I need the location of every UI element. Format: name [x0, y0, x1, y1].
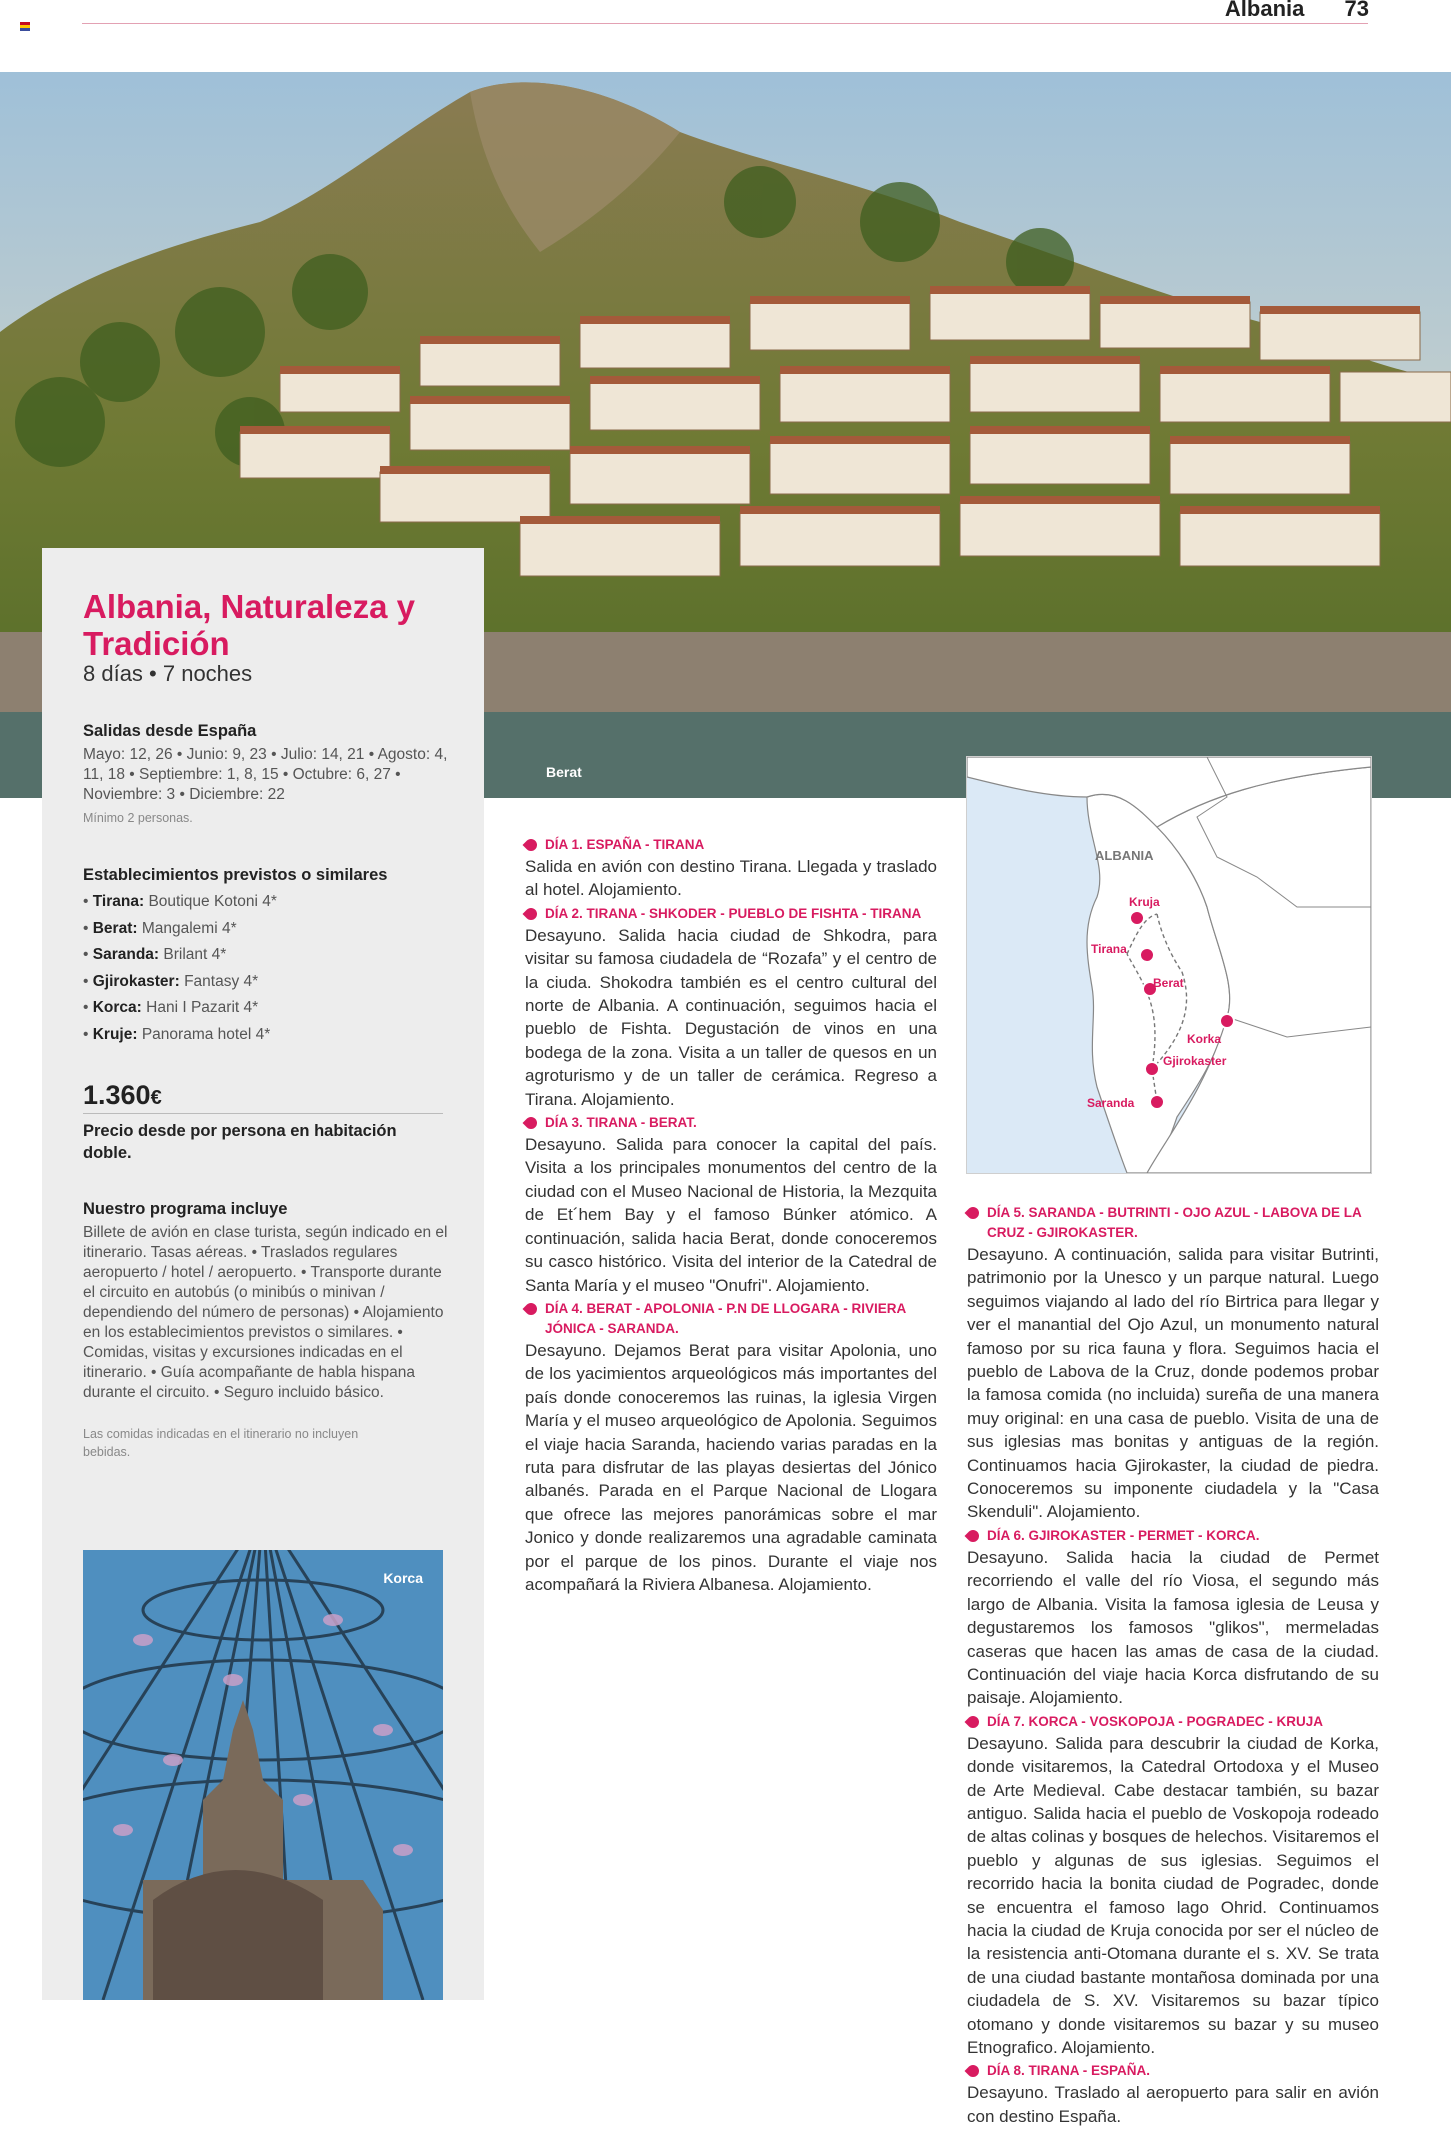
day-title: DÍA 7. KORCA - VOSKOPOJA - POGRADEC - KRUJA [987, 1713, 1324, 1729]
tour-title: Albania, Naturaleza y Tradición [83, 588, 415, 662]
map-city-label: Gjirokaster [1163, 1054, 1227, 1068]
itinerary-column-1 [525, 835, 937, 1598]
departures-section [83, 722, 453, 827]
price-description: Precio desde por persona en habitación doble. [83, 1122, 397, 1162]
meals-note: Las comidas indicadas en el itinerario no incluyen bebidas. [83, 1427, 359, 1459]
day-title: DÍA 6. GJIROKASTER - PERMET - KORCA. [987, 1527, 1260, 1543]
day-text: Desayuno. Salida para conocer la capital del país. Visita a los principales monumentos del centro de la ciudad con el Museo Nacional de Historia, la Mezquita de Et´hem Bay y el famoso Búnker atómico. A continuación, salida hacia Berat, donde conoceremos su casco histórico. Visita del interior de la Catedral de Santa María y el museo "Onufri". Alojamiento. [525, 1135, 937, 1295]
map-city-label: Tirana [1091, 942, 1127, 956]
pin-icon [965, 1205, 982, 1222]
day-title: DÍA 2. TIRANA - SHKODER - PUEBLO DE FISHTA - TIRANA [545, 905, 922, 921]
day-text: Salida en avión con destino Tirana. Llegada y traslado al hotel. Alojamiento. [525, 857, 937, 900]
day-text: Desayuno. Salida hacia la ciudad de Permet recorriendo el valle del río Viosa, el segundo más largo de Albania. Visita la famosa iglesia de Leusa y degustaremos los famosos "glikos", mermeladas caseras que hacen las amas de casa de la ciudad. Continuación del viaje hacia Korca disfrutando de su paisaje. Alojamiento. [967, 1547, 1379, 1708]
itinerary-day [525, 835, 937, 902]
korca-caption: Korca [383, 1570, 423, 1586]
includes-heading: Nuestro programa incluye [83, 1200, 288, 1218]
pin-icon [523, 837, 540, 854]
itinerary-day [525, 904, 937, 1111]
day-text: Desayuno. A continuación, salida para visitar Butrinti, patrimonio por la Unesco y un parque natural. Luego seguimos viajando al lado del río Birtrica para llegar y ver el manantial del Ojo Azul, un monumento natural famoso por su rica fauna y flora. Seguimos hacia el pueblo de Labova de la Cruz, donde podemos probar la famosa comida (no incluida) sureña de una manera muy original: en una casa de pueblo. Visita de una de sus iglesias mas bonitas y antiguas de la región. Continuamos hacia Gjirokaster, la ciudad de piedra. Conoceremos su imponente ciudadela y la "Casa Skenduli". Alojamiento. [967, 1245, 1379, 1522]
day-text: Desayuno. Salida para descubrir la ciudad de Korka, donde visitaremos, la Catedral Ortodoxa y el Museo de Arte Medieval. Cabe destacar también, su bazar antiguo. Salida hacia el pueblo de Voskopoja rodeado de altas colinas y bosques de helechos. Visitaremos el pueblo y algunas de sus iglesias. Seguimos el recorrido hacia la bonita ciudad de Pogradec, donde se encuentra el famoso lago Ohrid. Continuamos hacia la ciudad de Kruja conocida por ser el núcleo de la resistencia anti-Otomana durante el s. XV. Se trata de una ciudad bastante montañosa dominada por una ciudadela de S. XV. Visitaremos su bazar típico otomano y donde visitaremos su bazar y su museo Etnografico. Alojamiento. [967, 1733, 1379, 2057]
korca-photo [83, 1550, 443, 2000]
itinerary-column-2 [967, 1203, 1379, 2130]
itinerary-day [967, 1712, 1379, 2060]
departures-heading: Salidas desde España [83, 722, 257, 740]
includes-text: Billete de avión en clase turista, según indicado en el itinerario. Tasas aéreas. • Traslados regulares aeropuerto / hotel / aeropuerto. • Transporte durante el circuito en autobús (o minibús o minivan / dependiendo del número de personas) • Alojamiento en los establecimientos previstos o similares. • Comidas, visitas y excursiones indicadas en el itinerario. • Guía acompañante de habla hispana durante el circuito. • Seguro incluido básico. [83, 1224, 448, 1401]
route-map [966, 756, 1372, 1174]
page-number: 73 [1344, 0, 1369, 21]
price-block [83, 1080, 443, 1164]
day-text: Desayuno. Dejamos Berat para visitar Apolonia, uno de los yacimientos arqueológicos más importantes del país donde conoceremos las ruinas, la iglesia Virgen María y el museo arqueológico de Apolonia. Seguimos el viaje hacia Saranda, haciendo varias paradas en la ruta para disfrutar de las playas desiertas del Jónico albanés. Parada en el Parque Nacional de Llogara que ofrece las mejores panorámicas sobre el mar Jonico y donde realizaremos una agradable caminata por el parque de los pinos. Durante el viaje nos acompañará la Riviera Albanesa. Alojamiento. [525, 1340, 937, 1594]
day-title: DÍA 1. ESPAÑA - TIRANA [545, 837, 705, 852]
pin-icon [523, 1115, 540, 1132]
hotels-heading: Establecimientos previstos o similares [83, 866, 388, 884]
hotel-item: • Tirana: Boutique Kotoni 4* [83, 893, 277, 910]
includes-section [83, 1200, 453, 1461]
price-amount: 1.360€ [83, 1080, 162, 1110]
map-country-label: ALBANIA [1095, 848, 1154, 863]
day-text: Desayuno. Salida hacia ciudad de Shkodra, para visitar su famosa ciudadela de “Rozafa” y el centro de la ciuda. Shokodra también es el centro cultural del norte de Albania. A continuación, seguimos hacia el pueblo de Fishta. Degustación de vinos en una bodega de la zona. Visita a un taller de quesos en un agroturismo y de un taller de cerámica. Regreso a Tirana. Alojamiento. [525, 925, 937, 1109]
itinerary-day [967, 1203, 1379, 1524]
page-header [1225, 0, 1369, 22]
itinerary-day [525, 1299, 937, 1596]
itinerary-day [967, 1526, 1379, 1710]
pin-icon [965, 1713, 982, 1730]
day-title: DÍA 8. TIRANA - ESPAÑA. [987, 2063, 1151, 2079]
departures-dates: Mayo: 12, 26 • Junio: 9, 23 • Julio: 14, 21 • Agosto: 4, 11, 18 • Septiembre: 1, 8, 15 • Octubre: 6, 27 • Noviembre: 3 • Diciembre: 22 [83, 746, 448, 803]
hotel-item: • Saranda: Brilant 4* [83, 946, 227, 963]
day-text: Desayuno. Traslado al aeropuerto para salir en avión con destino España. [967, 2083, 1379, 2126]
day-title: DÍA 5. SARANDA - BUTRINTI - OJO AZUL - LABOVA DE LA CRUZ - GJIROKASTER. [987, 1205, 1362, 1240]
minimum-note: Mínimo 2 personas. [83, 811, 193, 825]
map-city-label: Berat [1153, 976, 1184, 990]
map-city-label: Saranda [1087, 1096, 1135, 1110]
header-rule [82, 23, 1368, 24]
pin-icon [523, 905, 540, 922]
hotel-item: • Korca: Hani I Pazarit 4* [83, 999, 259, 1016]
map-city-label: Kruja [1129, 895, 1160, 909]
tour-duration: 8 días • 7 noches [83, 661, 253, 686]
hero-caption: Berat [546, 764, 582, 780]
pin-icon [965, 2063, 982, 2080]
day-title: DÍA 4. BERAT - APOLONIA - P.N DE LLOGARA - RIVIERA JÓNICA - SARANDA. [545, 1300, 906, 1336]
spain-flag-icon [20, 22, 30, 31]
day-title: DÍA 3. TIRANA - BERAT. [545, 1115, 697, 1131]
hotel-item: • Kruje: Panorama hotel 4* [83, 1025, 271, 1043]
hotels-section [83, 866, 453, 1048]
pin-icon [523, 1300, 540, 1317]
section-title: Albania [1224, 0, 1305, 21]
itinerary-day [525, 1113, 937, 1297]
pin-icon [965, 1527, 982, 1544]
itinerary-day [967, 2061, 1379, 2128]
price-rule [83, 1113, 443, 1114]
map-city-label: Korka [1187, 1032, 1222, 1046]
hotel-item: • Gjirokaster: Fantasy 4* [83, 972, 259, 990]
hotel-item: • Berat: Mangalemi 4* [83, 919, 237, 937]
